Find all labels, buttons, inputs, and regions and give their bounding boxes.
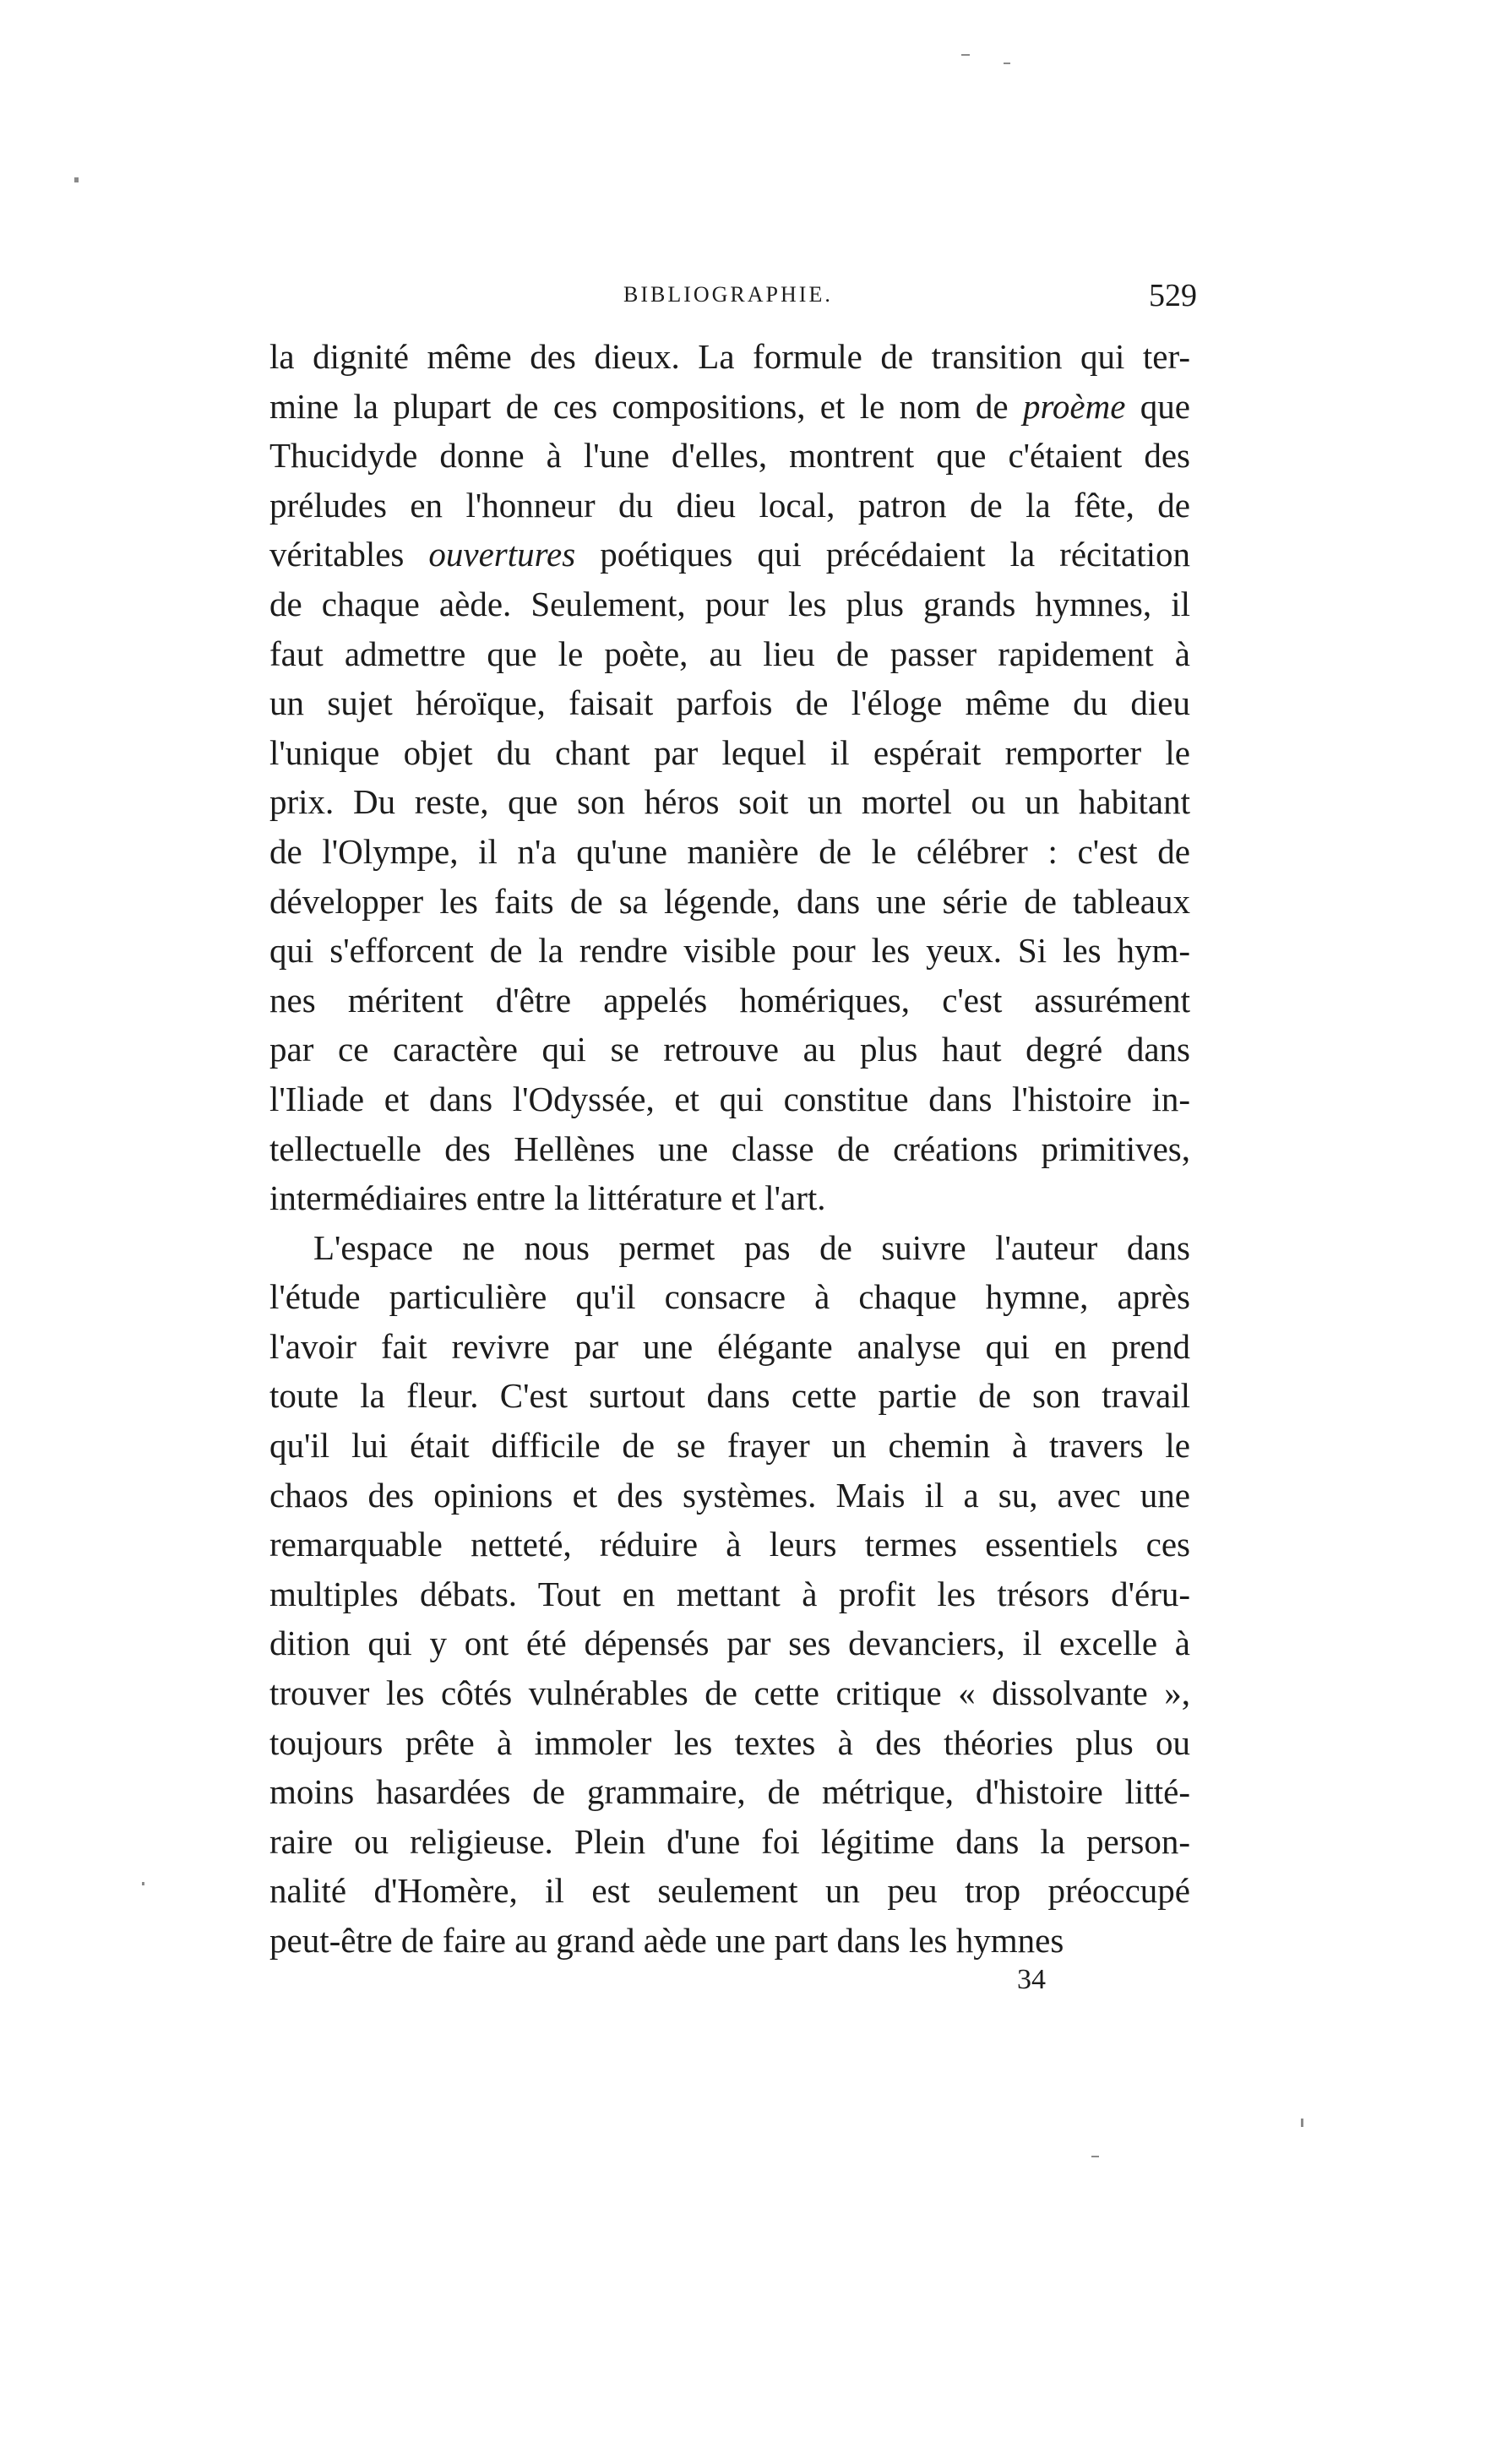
text-line: tellectuelle des Hellènes une classe de créations primitives, [269, 1129, 1190, 1168]
text-line: Thucidyde donne à l'une d'elles, montrent que c'étaient des [269, 436, 1190, 476]
text-line: multiples débats. Tout en mettant à profit les trésors d'éru- [269, 1574, 1190, 1613]
text-line: l'unique objet du chant par lequel il espérait remporter le [269, 732, 1190, 772]
text-line: développer les faits de sa légende, dans une série de tableaux [269, 881, 1190, 921]
text-line: de l'Olympe, il n'a qu'une manière de le célébrer : c'est de [269, 831, 1190, 871]
text-line: faut admettre que le poète, au lieu de passer rapidement à [269, 634, 1190, 673]
paragraph [269, 1223, 1190, 1966]
text-line: qu'il lui était difficile de se frayer un chemin à travers le [269, 1426, 1190, 1466]
text-line: moins hasardées de grammaire, de métrique, d'histoire litté- [269, 1772, 1190, 1812]
text-line: dition qui y ont été dépensés par ses devanciers, il excelle à [269, 1624, 1190, 1663]
text-line: toujours prête à immoler les textes à des théories plus ou [269, 1722, 1190, 1762]
page-number: 529 [1149, 278, 1197, 313]
italic-term: proème [1022, 386, 1126, 426]
scan-speck [1091, 2156, 1099, 2157]
text-line: un sujet héroïque, faisait parfois de l'éloge même du dieu [269, 683, 1190, 723]
text-line: intermédiaires entre la littérature et l'art. [269, 1178, 826, 1218]
scan-speck [1004, 63, 1010, 64]
text-line: chaos des opinions et des systèmes. Mais il a su, avec une [269, 1475, 1190, 1515]
text-line: nalité d'Homère, il est seulement un peu trop préoccupé [269, 1871, 1190, 1911]
text-line: remarquable netteté, réduire à leurs termes essentiels ces [269, 1525, 1190, 1564]
text-line: par ce caractère qui se retrouve au plus haut degré dans [269, 1030, 1190, 1069]
text-line: peut-être de faire au grand aède une part dans les hymnes [269, 1921, 1064, 1960]
scan-speck [961, 54, 970, 56]
text-line: prix. Du reste, que son héros soit un mortel ou un habitant [269, 782, 1190, 822]
italic-term: ouvertures [428, 535, 576, 574]
text-line: nes méritent d'être appelés homériques, c'est assurément [269, 980, 1190, 1020]
text-line: préludes en l'honneur du dieu local, patron de la fête, de [269, 485, 1190, 525]
running-header [0, 277, 1507, 319]
text-line: trouver les côtés vulnérables de cette critique « dissolvante », [269, 1673, 1190, 1713]
text-line: qui s'efforcent de la rendre visible pour les yeux. Si les hym- [269, 931, 1190, 971]
scan-speck [74, 177, 79, 182]
scan-speck [142, 1882, 144, 1885]
scan-speck [1301, 2119, 1303, 2127]
text-line: mine la plupart de ces compositions, et le nom de proème que [269, 386, 1190, 426]
running-title: BIBLIOGRAPHIE. [623, 282, 833, 307]
signature-mark: 34 [1017, 1964, 1046, 1995]
text-line: la dignité même des dieux. La formule de transition qui ter- [269, 337, 1190, 376]
body-text [269, 332, 1190, 1966]
text-line: véritables ouvertures poétiques qui précédaient la récitation [269, 535, 1190, 574]
text-line: raire ou religieuse. Plein d'une foi légitime dans la person- [269, 1821, 1190, 1861]
text-line: l'avoir fait revivre par une élégante analyse qui en prend [269, 1326, 1190, 1366]
paragraph [269, 332, 1190, 1223]
text-line: toute la fleur. C'est surtout dans cette partie de son travail [269, 1376, 1190, 1416]
text-line: l'Iliade et dans l'Odyssée, et qui constitue dans l'histoire in- [269, 1079, 1190, 1118]
text-line: de chaque aède. Seulement, pour les plus grands hymnes, il [269, 584, 1190, 623]
text-line: l'étude particulière qu'il consacre à chaque hymne, après [269, 1277, 1190, 1317]
text-line: L'espace ne nous permet pas de suivre l'auteur dans [313, 1227, 1190, 1267]
